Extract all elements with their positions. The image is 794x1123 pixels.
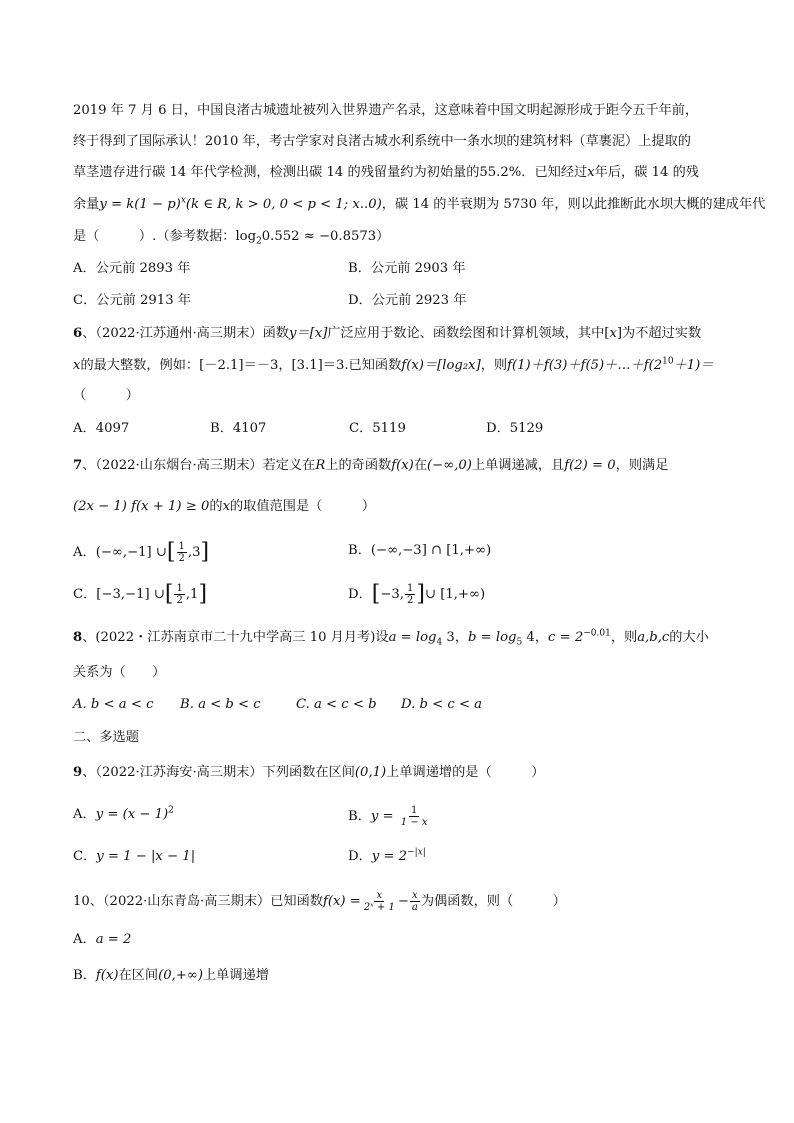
q5-option-b[interactable]: B．公元前 2903 年: [348, 261, 466, 276]
q6-text: 的最大整数，例如：[－2.1]＝－3，[3.1]＝3.已知函数: [80, 358, 402, 373]
question-number: 8: [73, 630, 83, 645]
q6-text: 、（2022·江苏通州·高三期末）函数: [82, 326, 289, 341]
q9-option-b[interactable]: B．y = $\frac{1}{1 - x}$: [348, 805, 428, 828]
q8-line-2: [73, 663, 165, 683]
var-x: x: [73, 358, 81, 373]
q9-option-d[interactable]: D．$y = 2^{-|x|}$: [348, 847, 426, 864]
q8-text: 、(2022・江苏南京市二十九中学高三 10 月月考)设: [82, 630, 389, 645]
fraction: $\frac{x}{a}$: [411, 890, 418, 913]
q7-text: 的: [209, 499, 223, 514]
formula: y = k(1 − p): [99, 197, 181, 212]
q5-text: 余量: [73, 197, 100, 212]
formula: y＝[x]: [288, 326, 328, 341]
var-x: x: [609, 326, 617, 341]
q7-text: 上的奇函数: [325, 458, 392, 473]
q5-option-d[interactable]: D．公元前 2923 年: [348, 293, 467, 308]
q8-line-1: 8、(2022・江苏南京市二十九中学高三 10 月月考)设$a = \log_4 3$，$b = \log_5 4$，$c = 2^{-0.01}$，则a,b,c的大小: [73, 628, 709, 648]
q7-text: 的取值范围是（ ）: [230, 499, 376, 514]
interval: (−∞,0): [427, 458, 472, 473]
q5-option-c[interactable]: C．公元前 2913 年: [73, 293, 191, 308]
exponent: 10: [662, 356, 674, 367]
q7-option-c[interactable]: C．[−3,−1] ∪[ $\frac{1}{2}$ ,1]: [73, 581, 208, 607]
q5-text: ，碳 14 的半衰期为 5730 年，则以此推断此水坝大概的建成年代: [381, 197, 766, 212]
question-number: 7: [73, 458, 83, 473]
q8-option-c[interactable]: C. a < c < b: [296, 697, 377, 712]
q7-text: ，则满足: [615, 458, 669, 473]
q7-text: 、（2022·山东烟台·高三期末）若定义在: [82, 458, 316, 473]
answer-blank: （ ）: [73, 388, 139, 403]
formula: (2x − 1) f(x + 1) ≥ 0: [73, 499, 210, 514]
formula-a: 3: [442, 630, 455, 645]
q5-line-5: [73, 227, 389, 247]
q6-option-b[interactable]: B．4107: [210, 421, 267, 436]
formula: f(x)＝[log₂x]: [401, 358, 481, 373]
q10-line-1: 10、（2022·山东青岛·高三期末）已知函数f(x) = $\frac{x}{\text{2ˣ + 1}}$ − $\frac{x}{a}$ 为偶函数，则（ ）: [73, 890, 566, 913]
fraction: $\frac{x}{\text{2ˣ + 1}}$: [363, 890, 395, 913]
var-x: x: [222, 499, 231, 514]
question-number: 6: [73, 326, 83, 341]
q5-line-1: [73, 101, 698, 121]
q10-text: 为偶函数，则（ ）: [420, 894, 566, 909]
formula-a: a = log: [388, 630, 437, 645]
q5-text: 年后，碳 14 的残: [594, 165, 699, 180]
formula: f(2) = 0: [564, 458, 616, 473]
formula-condition: (k ∈ R, k > 0, 0 < p < 1; x..0): [185, 197, 382, 212]
q5-text: 0.552 ≈ −0.8573）: [261, 229, 390, 244]
q7-line-1: [73, 456, 668, 476]
q5-line-2: [73, 132, 691, 152]
var-x: x: [587, 165, 595, 180]
formula-b: 4: [522, 630, 535, 645]
q5-line-4: [73, 195, 765, 215]
q9-option-c[interactable]: C．y = 1 − |x − 1|: [73, 849, 196, 864]
q10-option-b[interactable]: B．f(x)在区间(0,+∞)上单调递增: [73, 968, 269, 983]
q5-text: 是（ ）.（参考数据：: [73, 229, 236, 244]
formula: a,b,c: [637, 630, 670, 645]
q9-text: 上单调递增的是（ ）: [386, 765, 545, 780]
q5-text: 2019 年 7 月 6 日，中国良渚古城遗址被列入世界遗产名录，这意味着中国文明起源形成于距今五千年前，: [73, 103, 699, 118]
q8-option-d[interactable]: D. b < c < a: [401, 697, 483, 712]
q6-line-3: [73, 386, 139, 406]
question-number: 9: [73, 765, 83, 780]
q5-line-3: [73, 163, 699, 183]
q6-line-2: [73, 356, 714, 376]
q6-line-1: [73, 324, 701, 344]
log-base: 2: [256, 236, 262, 247]
formula: f(1)＋f(3)＋f(5)＋…＋f(2: [507, 358, 663, 373]
interval: (0,1): [354, 765, 387, 780]
q9-line-1: [73, 763, 544, 783]
q7-text: 上单调递减，且: [471, 458, 565, 473]
q7-option-b[interactable]: B．(−∞,−3] ∩ [1,+∞): [348, 543, 492, 558]
q5-text: 终于得到了国际承认！2010 年，考古学家对良渚古城水利系统中一条水坝的建筑材料（草裹泥）上提取的: [73, 134, 691, 149]
q7-text: 在: [413, 458, 428, 473]
formula: f(x) =: [322, 894, 361, 909]
q8-text: 关系为（ ）: [73, 665, 166, 680]
q5-option-a[interactable]: A．公元前 2893 年: [73, 261, 191, 276]
q5-text: 草茎遗存进行碳 14 年代学检测，检测出碳 14 的残留量约为初始量的55.2%．已知经过: [73, 165, 588, 180]
q8-text: 的大小: [669, 630, 709, 645]
section-heading: 二、多选题: [73, 730, 139, 745]
formula-b: b = log: [468, 630, 517, 645]
q10-text: 、（2022·山东青岛·高三期末）已知函数: [89, 894, 323, 909]
var-r: R: [315, 458, 326, 473]
q8-text: ，则: [610, 630, 638, 645]
log: log: [235, 229, 257, 244]
exponent: x: [180, 195, 186, 206]
q6-text: 广泛应用于数论、函数绘图和计算机领域，其中[: [327, 326, 610, 341]
q6-option-c[interactable]: C．5119: [349, 421, 406, 436]
formula: ＋1)＝: [673, 358, 714, 373]
question-number: 10: [73, 894, 90, 909]
q7-option-a[interactable]: A．(−∞,−1] ∪[ $\frac{1}{2}$ ,3]: [73, 539, 210, 565]
q9-option-a[interactable]: A．$y = (x - 1)^2$: [73, 805, 174, 822]
q8-option-b[interactable]: B. a < b < c: [180, 697, 261, 712]
formula: f(x): [391, 458, 414, 473]
formula-c: c = 2: [548, 630, 584, 645]
q7-line-2: [73, 497, 375, 517]
q6-option-d[interactable]: D．5129: [486, 421, 544, 436]
log-base: 4: [436, 637, 443, 648]
log-base: 5: [516, 637, 523, 648]
q7-option-d[interactable]: D．[−3, $\frac{1}{2}$ ]∪ [1,+∞): [348, 581, 486, 607]
q10-option-a[interactable]: A．a = 2: [73, 932, 132, 947]
q6-text: ，则: [480, 358, 508, 373]
q8-option-a[interactable]: A. b < a < c: [73, 697, 154, 712]
exponent: −0.01: [583, 628, 611, 639]
q6-option-a[interactable]: A．4097: [73, 421, 130, 436]
q6-text: ]为不超过实数: [616, 326, 702, 341]
q9-text: 、（2022·江苏海安·高三期末）下列函数在区间: [82, 765, 355, 780]
